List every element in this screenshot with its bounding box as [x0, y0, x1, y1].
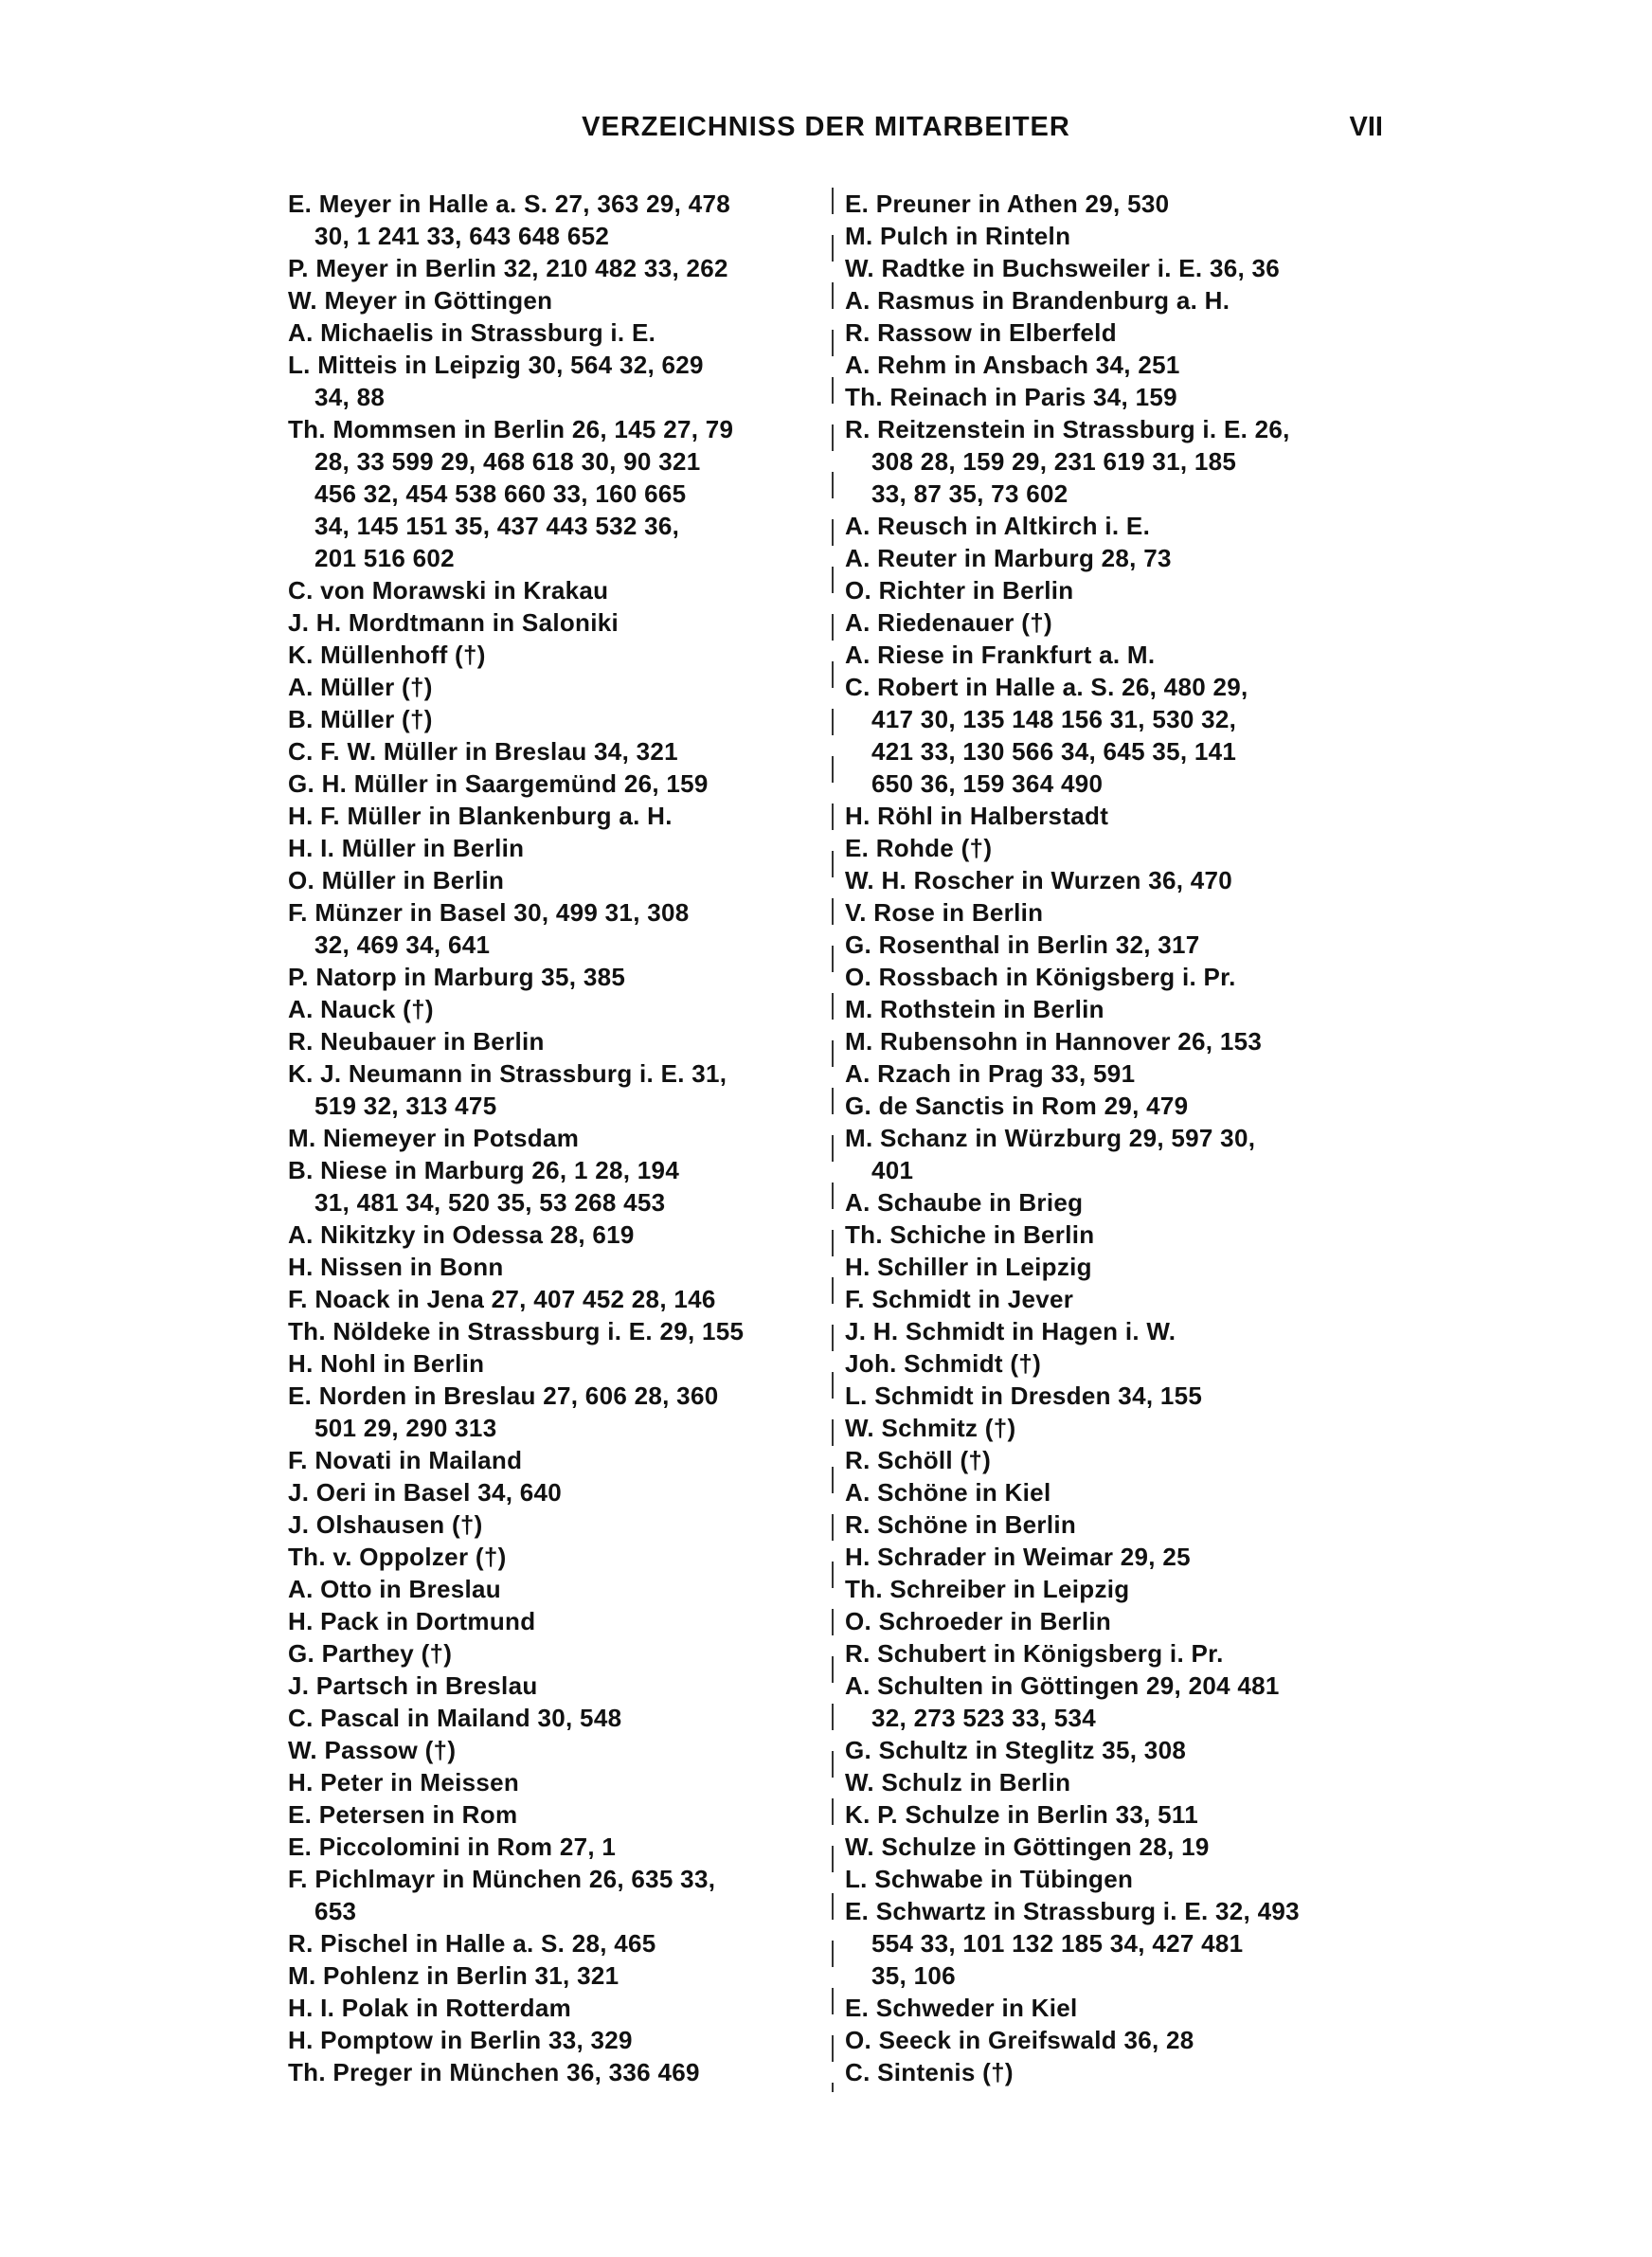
contributor-entry-line: Th. Schiche in Berlin	[845, 1220, 1095, 1249]
entry-continuation-line: 34, 88	[314, 383, 386, 411]
contributor-entry-line: H. I. Müller in Berlin	[288, 834, 525, 862]
contributor-entry-line: M. Rubensohn in Hannover 26, 153	[845, 1027, 1263, 1056]
contributor-entry-line: W. Schulz in Berlin	[845, 1768, 1071, 1797]
contributor-entry-line: A. Nikitzky in Odessa 28, 619	[288, 1220, 635, 1249]
contributor-entry-line: O. Rossbach in Königsberg i. Pr.	[845, 963, 1236, 991]
contributor-entry-line: G. H. Müller in Saargemünd 26, 159	[288, 769, 709, 798]
contributor-entry-line: V. Rose in Berlin	[845, 898, 1044, 927]
contributor-entry-line: L. Schmidt in Dresden 34, 155	[845, 1381, 1203, 1410]
entry-continuation-line: 33, 87 35, 73 602	[871, 479, 1068, 508]
page-number: VII	[1349, 112, 1383, 142]
entry-continuation-line: 32, 273 523 33, 534	[871, 1704, 1097, 1732]
contributor-entry-line: P. Natorp in Marburg 35, 385	[288, 963, 626, 991]
contributor-entry-line: E. Piccolomini in Rom 27, 1	[288, 1833, 617, 1861]
entry-continuation-line: 501 29, 290 313	[314, 1414, 497, 1442]
contributor-entry-line: G. Parthey (†)	[288, 1639, 453, 1668]
contributor-entry-line: W. Schmitz (†)	[845, 1414, 1016, 1442]
contributor-entry-line: O. Richter in Berlin	[845, 576, 1074, 605]
contributor-entry-line: L. Mitteis in Leipzig 30, 564 32, 629	[288, 351, 704, 379]
entry-continuation-line: 35, 106	[871, 1961, 956, 1990]
entry-continuation-line: 201 516 602	[314, 544, 455, 572]
contributor-entry-line: R. Pischel in Halle a. S. 28, 465	[288, 1929, 656, 1958]
contributor-entry-line: W. H. Roscher in Wurzen 36, 470	[845, 866, 1233, 894]
contributor-entry-line: J. Olshausen (†)	[288, 1510, 483, 1539]
contributor-entry-line: Th. Nöldeke in Strassburg i. E. 29, 155	[288, 1317, 745, 1345]
entry-continuation-line: 401	[871, 1156, 914, 1184]
contributor-entry-line: E. Petersen in Rom	[288, 1800, 518, 1829]
contributor-entry-line: R. Schöne in Berlin	[845, 1510, 1077, 1539]
contributor-entry-line: R. Neubauer in Berlin	[288, 1027, 545, 1056]
contributor-entry-line: J. H. Schmidt in Hagen i. W.	[845, 1317, 1176, 1345]
contributor-entry-line: A. Rehm in Ansbach 34, 251	[845, 351, 1180, 379]
contributor-entry-line: Joh. Schmidt (†)	[845, 1349, 1042, 1378]
contributor-entry-line: W. Radtke in Buchsweiler i. E. 36, 36	[845, 254, 1281, 282]
contributor-entry-line: J. H. Mordtmann in Saloniki	[288, 608, 620, 637]
contributor-entry-line: H. Nissen in Bonn	[288, 1253, 504, 1281]
entry-continuation-line: 28, 33 599 29, 468 618 30, 90 321	[314, 447, 701, 476]
contributor-entry-line: M. Niemeyer in Potsdam	[288, 1124, 580, 1152]
contributor-entry-line: F. Münzer in Basel 30, 499 31, 308	[288, 898, 690, 927]
entry-continuation-line: 650 36, 159 364 490	[871, 769, 1104, 798]
contributor-entry-line: E. Rohde (†)	[845, 834, 993, 862]
contributor-entry-line: R. Schubert in Königsberg i. Pr.	[845, 1639, 1224, 1668]
contributor-entry-line: R. Schöll (†)	[845, 1446, 992, 1474]
contributor-entry-line: C. Sintenis (†)	[845, 2058, 1014, 2086]
contributor-entry-line: A. Michaelis in Strassburg i. E.	[288, 318, 656, 347]
entry-continuation-line: 34, 145 151 35, 437 443 532 36,	[314, 512, 680, 540]
entry-continuation-line: 456 32, 454 538 660 33, 160 665	[314, 479, 687, 508]
contributor-entry-line: A. Schaube in Brieg	[845, 1188, 1084, 1217]
contributor-entry-line: R. Reitzenstein in Strassburg i. E. 26,	[845, 415, 1290, 443]
contributor-entry-line: A. Schöne in Kiel	[845, 1478, 1051, 1507]
contributor-entry-line: M. Rothstein in Berlin	[845, 995, 1104, 1023]
contributor-entry-line: H. I. Polak in Rotterdam	[288, 1994, 572, 2022]
contributor-entry-line: B. Niese in Marburg 26, 1 28, 194	[288, 1156, 680, 1184]
contributor-entry-line: C. Robert in Halle a. S. 26, 480 29,	[845, 673, 1248, 701]
contributor-entry-line: K. Müllenhoff (†)	[288, 641, 486, 669]
contributor-entry-line: A. Riese in Frankfurt a. M.	[845, 641, 1156, 669]
contributor-entry-line: H. Pomptow in Berlin 33, 329	[288, 2026, 633, 2054]
contributor-entry-line: A. Reuter in Marburg 28, 73	[845, 544, 1172, 572]
contributor-entry-line: B. Müller (†)	[288, 705, 433, 733]
contributor-entry-line: A. Rzach in Prag 33, 591	[845, 1059, 1136, 1088]
contributor-entry-line: G. Rosenthal in Berlin 32, 317	[845, 930, 1200, 959]
contributor-entry-line: E. Schweder in Kiel	[845, 1994, 1078, 2022]
contributor-entry-line: E. Norden in Breslau 27, 606 28, 360	[288, 1381, 719, 1410]
entry-continuation-line: 30, 1 241 33, 643 648 652	[314, 222, 610, 250]
contributor-entry-line: E. Schwartz in Strassburg i. E. 32, 493	[845, 1897, 1300, 1925]
entry-continuation-line: 31, 481 34, 520 35, 53 268 453	[314, 1188, 666, 1217]
contributor-entry-line: A. Otto in Breslau	[288, 1575, 501, 1603]
column-divider	[832, 188, 834, 2092]
contributor-entry-line: E. Preuner in Athen 29, 530	[845, 190, 1170, 218]
contributor-entry-line: P. Meyer in Berlin 32, 210 482 33, 262	[288, 254, 728, 282]
contributor-entry-line: W. Schulze in Göttingen 28, 19	[845, 1833, 1210, 1861]
contributor-entry-line: M. Pulch in Rinteln	[845, 222, 1071, 250]
contributor-entry-line: Th. Reinach in Paris 34, 159	[845, 383, 1177, 411]
contributor-entry-line: M. Schanz in Würzburg 29, 597 30,	[845, 1124, 1256, 1152]
contributor-entry-line: H. Peter in Meissen	[288, 1768, 520, 1797]
entry-continuation-line: 653	[314, 1897, 357, 1925]
contributor-entry-line: H. Schiller in Leipzig	[845, 1253, 1092, 1281]
contributor-entry-line: A. Müller (†)	[288, 673, 433, 701]
entry-continuation-line: 421 33, 130 566 34, 645 35, 141	[871, 737, 1237, 766]
contributor-entry-line: H. F. Müller in Blankenburg a. H.	[288, 802, 673, 830]
right-column	[845, 188, 1394, 2088]
contributor-entry-line: W. Passow (†)	[288, 1736, 457, 1764]
contributor-entry-line: O. Schroeder in Berlin	[845, 1607, 1112, 1635]
contributor-entry-line: H. Röhl in Halberstadt	[845, 802, 1109, 830]
contributor-entry-line: Th. Schreiber in Leipzig	[845, 1575, 1130, 1603]
contributor-entry-line: F. Schmidt in Jever	[845, 1285, 1074, 1313]
contributor-entry-line: H. Schrader in Weimar 29, 25	[845, 1543, 1191, 1571]
entry-continuation-line: 417 30, 135 148 156 31, 530 32,	[871, 705, 1237, 733]
contributor-entry-line: A. Reusch in Altkirch i. E.	[845, 512, 1151, 540]
page-title: VERZEICHNISS DER MITARBEITER	[582, 112, 1070, 142]
entry-continuation-line: 308 28, 159 29, 231 619 31, 185	[871, 447, 1237, 476]
contributor-entry-line: F. Noack in Jena 27, 407 452 28, 146	[288, 1285, 716, 1313]
contributor-entry-line: L. Schwabe in Tübingen	[845, 1865, 1134, 1893]
contributor-entry-line: Th. v. Oppolzer (†)	[288, 1543, 507, 1571]
contributor-entry-line: H. Pack in Dortmund	[288, 1607, 536, 1635]
contributor-entry-line: Th. Mommsen in Berlin 26, 145 27, 79	[288, 415, 734, 443]
contributor-entry-line: W. Meyer in Göttingen	[288, 286, 553, 315]
contributor-entry-line: G. de Sanctis in Rom 29, 479	[845, 1092, 1189, 1120]
contributor-entry-line: A. Nauck (†)	[288, 995, 434, 1023]
contributor-entry-line: A. Riedenauer (†)	[845, 608, 1052, 637]
contributor-entry-line: C. F. W. Müller in Breslau 34, 321	[288, 737, 678, 766]
entry-continuation-line: 554 33, 101 132 185 34, 427 481	[871, 1929, 1244, 1958]
page-header	[0, 112, 1652, 150]
contributor-entry-line: H. Nohl in Berlin	[288, 1349, 485, 1378]
contributor-entry-line: J. Partsch in Breslau	[288, 1671, 538, 1700]
contributor-entry-line: G. Schultz in Steglitz 35, 308	[845, 1736, 1187, 1764]
contributor-entry-line: A. Schulten in Göttingen 29, 204 481	[845, 1671, 1280, 1700]
contributor-entry-line: F. Pichlmayr in München 26, 635 33,	[288, 1865, 716, 1893]
contributor-entry-line: O. Müller in Berlin	[288, 866, 505, 894]
contributor-entry-line: K. J. Neumann in Strassburg i. E. 31,	[288, 1059, 727, 1088]
entry-continuation-line: 519 32, 313 475	[314, 1092, 497, 1120]
entry-continuation-line: 32, 469 34, 641	[314, 930, 491, 959]
contributor-entry-line: O. Seeck in Greifswald 36, 28	[845, 2026, 1194, 2054]
contributor-entry-line: R. Rassow in Elberfeld	[845, 318, 1117, 347]
contributor-entry-line: A. Rasmus in Brandenburg a. H.	[845, 286, 1230, 315]
contributor-entry-line: C. von Morawski in Krakau	[288, 576, 609, 605]
contributor-entry-line: F. Novati in Mailand	[288, 1446, 523, 1474]
contributor-entry-line: M. Pohlenz in Berlin 31, 321	[288, 1961, 620, 1990]
contributor-entry-line: J. Oeri in Basel 34, 640	[288, 1478, 563, 1507]
contributor-entry-line: E. Meyer in Halle a. S. 27, 363 29, 478	[288, 190, 730, 218]
contributor-entry-line: C. Pascal in Mailand 30, 548	[288, 1704, 622, 1732]
contributor-entry-line: K. P. Schulze in Berlin 33, 511	[845, 1800, 1198, 1829]
left-column	[288, 188, 828, 2088]
contributor-entry-line: Th. Preger in München 36, 336 469	[288, 2058, 700, 2086]
